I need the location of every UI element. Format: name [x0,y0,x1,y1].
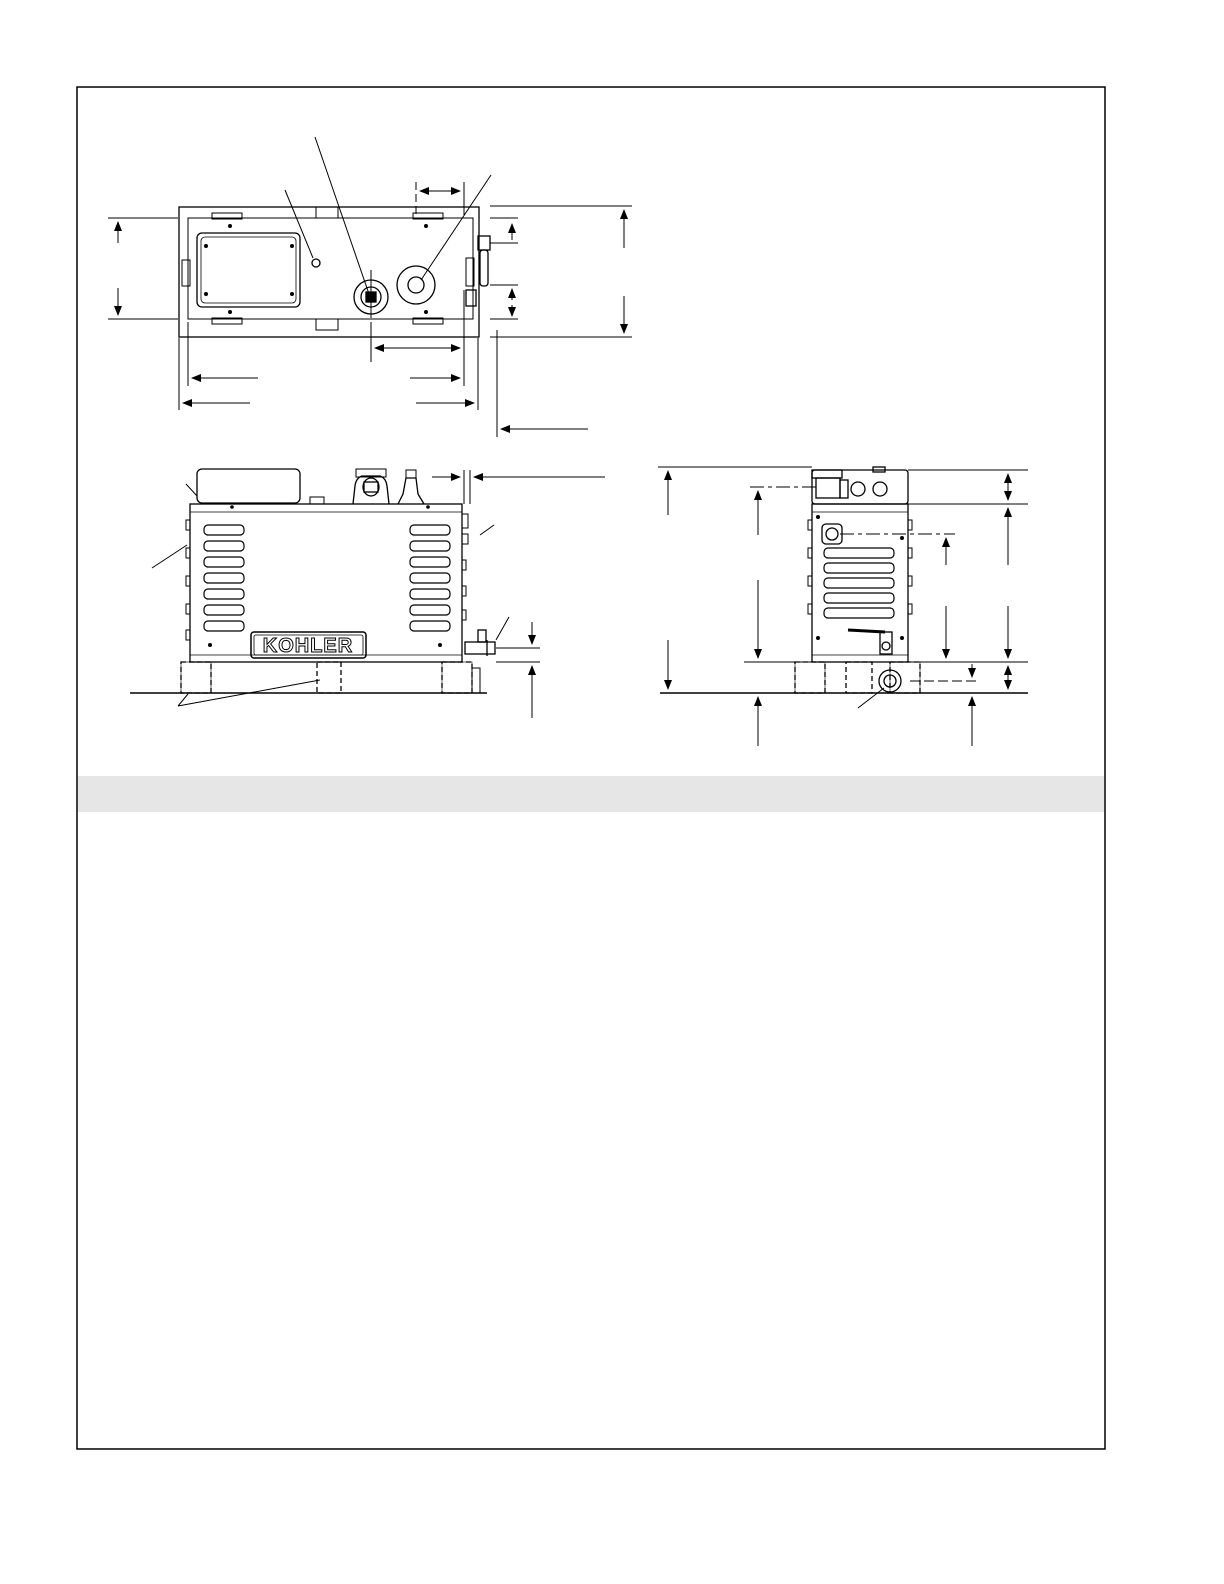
page-frame [77,87,1105,1449]
section-band [78,776,1104,812]
front-view [130,469,509,706]
kohler-logo-text: KOHLER [262,635,354,657]
vent-hole [312,259,320,267]
leg-center [317,662,341,693]
top-view [179,137,491,337]
leg-right [442,662,472,693]
top-view-dimensions [108,182,632,437]
control-box-side [812,470,908,504]
water-inlet-top [397,266,435,304]
leg-side-center [846,662,872,693]
leg-left [181,662,211,693]
control-box-top [197,233,300,307]
side-view [660,467,1028,708]
control-box-front [197,469,300,503]
side-view-dimensions [658,467,1028,746]
leg-side-left [795,662,825,693]
front-view-dimensions [432,470,605,718]
